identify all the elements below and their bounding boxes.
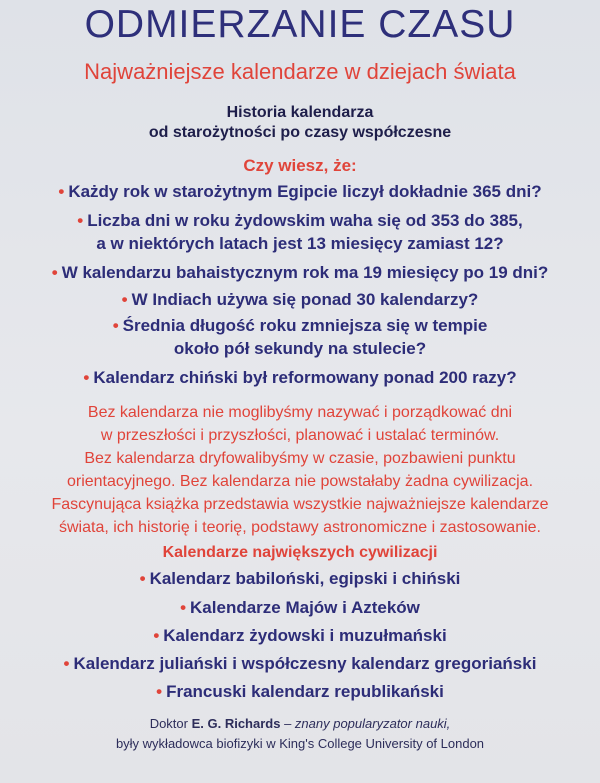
question-item	[0, 209, 600, 255]
civilization-text: Kalendarz juliański i współczesny kalendarz gregoriański	[73, 654, 537, 673]
civilization-item	[0, 653, 600, 675]
author-name: E. G. Richards	[191, 716, 281, 731]
question-item	[0, 314, 600, 360]
did-you-know-heading: Czy wiesz, że:	[243, 156, 357, 175]
history-heading-line-1: Historia kalendarza	[226, 104, 374, 121]
civilization-text: Kalendarz żydowski i muzułmański	[163, 626, 447, 645]
bullet-icon: •	[51, 263, 58, 282]
civilization-text: Kalendarz babiloński, egipski i chiński	[149, 569, 461, 588]
description-paragraph	[0, 401, 600, 539]
question-text-continued: około pół sekundy na stulecie?	[173, 339, 427, 358]
civilization-item	[0, 597, 600, 619]
bullet-icon: •	[63, 654, 70, 673]
bullet-icon: •	[139, 569, 146, 588]
civilizations-heading: Kalendarze największych cywilizacji	[162, 544, 438, 561]
description-line: świata, ich historię i teorię, podstawy astronomiczne i zastosowanie.	[59, 519, 541, 536]
question-text: Liczba dni w roku żydowskim waha się od 353 do 385,	[87, 211, 523, 230]
author-bio	[0, 714, 600, 754]
description-line: Fascynująca książka przedstawia wszystkie najważniejsze kalendarze	[51, 496, 549, 513]
bullet-icon: •	[156, 682, 163, 701]
civilization-item	[0, 568, 600, 590]
bullet-icon: •	[180, 598, 187, 617]
book-title: ODMIERZANIE CZASU	[84, 3, 516, 46]
description-line: orientacyjnego. Bez kalendarza nie powstałaby żadna cywilizacja.	[66, 473, 534, 490]
bullet-icon: •	[83, 368, 90, 387]
question-text: W Indiach używa się ponad 30 kalendarzy?	[131, 290, 479, 309]
question-text-continued: a w niektórych latach jest 13 miesięcy zamiast 12?	[96, 234, 504, 253]
question-text: Średnia długość roku zmniejsza się w tempie	[122, 316, 488, 335]
author-prefix: Doktor	[149, 716, 192, 731]
question-item	[0, 288, 600, 311]
bullet-icon: •	[121, 290, 128, 309]
bullet-icon: •	[77, 211, 84, 230]
book-subtitle: Najważniejsze kalendarze w dziejach świata	[84, 59, 516, 84]
description-line: w przeszłości i przyszłości, planować i ustalać terminów.	[100, 427, 500, 444]
civilization-text: Francuski kalendarz republikański	[166, 682, 444, 701]
question-item	[0, 366, 600, 389]
civilization-text: Kalendarze Majów i Azteków	[190, 598, 420, 617]
bullet-icon: •	[112, 316, 119, 335]
bullet-icon: •	[153, 626, 160, 645]
author-description: – znany popularyzator nauki,	[280, 716, 451, 731]
question-text: W kalendarzu bahaistycznym rok ma 19 miesięcy po 19 dni?	[61, 263, 549, 282]
question-item	[0, 180, 600, 203]
bullet-icon: •	[58, 182, 65, 201]
question-text: Kalendarz chiński był reformowany ponad 200 razy?	[93, 368, 517, 387]
civilization-item	[0, 681, 600, 703]
question-text: Każdy rok w starożytnym Egipcie liczył dokładnie 365 dni?	[68, 182, 542, 201]
civilization-item	[0, 625, 600, 647]
description-line: Bez kalendarza nie moglibyśmy nazywać i porządkować dni	[87, 404, 513, 421]
history-heading-line-2: od starożytności po czasy współczesne	[148, 124, 452, 141]
description-line: Bez kalendarza dryfowalibyśmy w czasie, pozbawieni punktu	[84, 450, 516, 467]
question-item	[0, 261, 600, 284]
author-affiliation: były wykładowca biofizyki w King's College University of London	[115, 736, 485, 751]
